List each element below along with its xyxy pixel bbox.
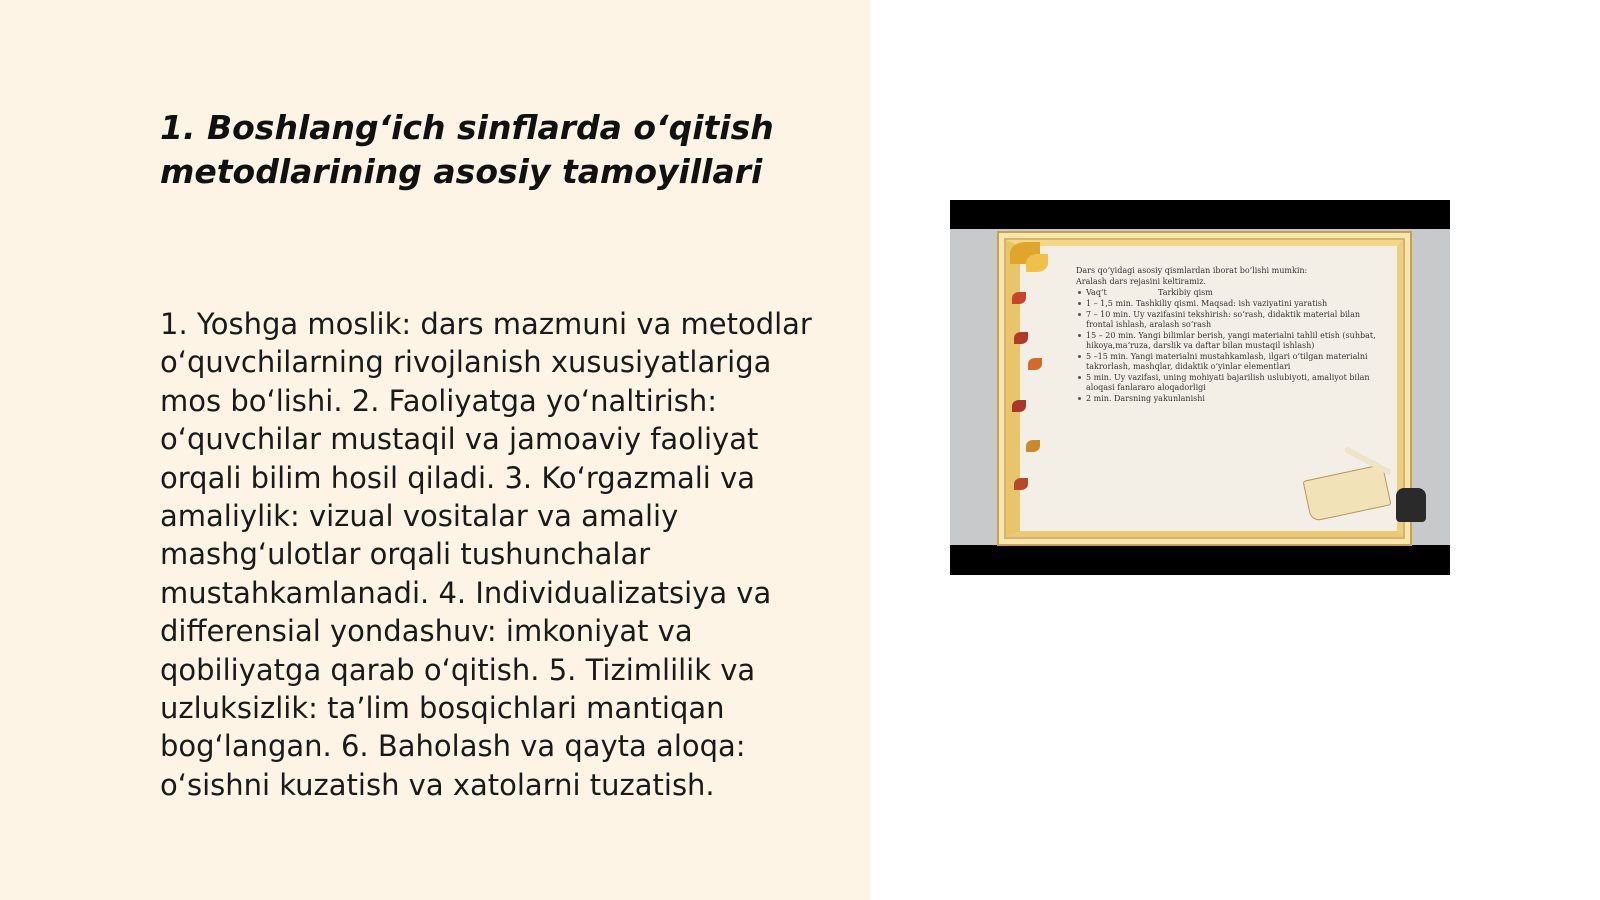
leaf-icon [1012,292,1026,304]
slide-title: 1. Boshlang‘ich sinflarda o‘qitish metodlarining asosiy tamoyillari [160,108,774,191]
doc-table-header [1076,288,1388,298]
doc-intro-line: Dars qo‘yidagi asosiy qismlardan iborat bo‘lishi mumkin: [1076,266,1308,275]
doc-list-item: 5 –15 min. Yangi materialni mustahkamlash, ilgari o‘tilgan materialni takrorlash, mashqlar, didaktik o‘yinlar elementlari [1076,352,1388,372]
doc-list-item: 5 min. Uy vazifasi, uning mohiyati bajarilish uslubiyoti, amaliyot bilan aloqasi fanlararo aloqadorligi [1076,373,1388,393]
doc-intro-line: Aralash dars rejasini keltiramiz. [1076,277,1206,286]
leaf-icon [1026,254,1048,272]
embedded-video[interactable] [950,200,1450,575]
doc-header-time: Vaq‘t [1086,288,1107,297]
doc-list-item: 15 – 20 min. Yangi bilimlar berish, yangi materialni tahlil etish (suhbat, hikoya,ma‘ruza, darslik va daftar bilan mustaqil ishlash) [1076,331,1388,351]
leaf-icon [1014,332,1028,344]
doc-list-item: 1 – 1,5 min. Tashkiliy qismi. Maqsad: ish vaziyatini yaratish [1076,299,1388,309]
leaf-icon [1012,400,1026,412]
inkwell-icon [1396,488,1426,522]
doc-header-part: Tarkibiy qism [1158,288,1213,297]
leaf-icon [1014,478,1028,490]
document-text [1076,266,1388,405]
leaf-icon [1026,440,1040,452]
video-screen [950,229,1450,545]
slide-body-text: 1. Yoshga moslik: dars mazmuni va metodlar o‘quvchilarning rivojlanish xususiyatlariga mos bo‘lishi. 2. Faoliyatga yo‘naltirish: o‘quvchilar mustaqil va jamoaviy faoliyat orqali bilim hosil qiladi. 3. Ko‘rgazmali va amaliylik: vizual vositalar va amaliy mashg‘ulotlar orqali tushunchalar mustahkamlanadi. 4. Individualizatsiya va differensial yondashuv: imkoniyat va qobiliyatga qarab o‘qitish. 5. Tizimlilik va uzluksizlik: ta’lim bosqichlari mantiqan bog‘langan. 6. Baholash va qayta aloqa: o‘sishni kuzatish va xatolarni tuzatish. [160,307,812,802]
leaf-icon [1028,358,1042,370]
document-frame [1004,238,1405,539]
doc-list-item: 2 min. Darsning yakunlanishi [1076,394,1388,404]
doc-list-item: 7 – 10 min. Uy vazifasini tekshirish: so‘rash, didaktik material bilan frontal ishlash, aralash so‘rash [1076,310,1388,330]
